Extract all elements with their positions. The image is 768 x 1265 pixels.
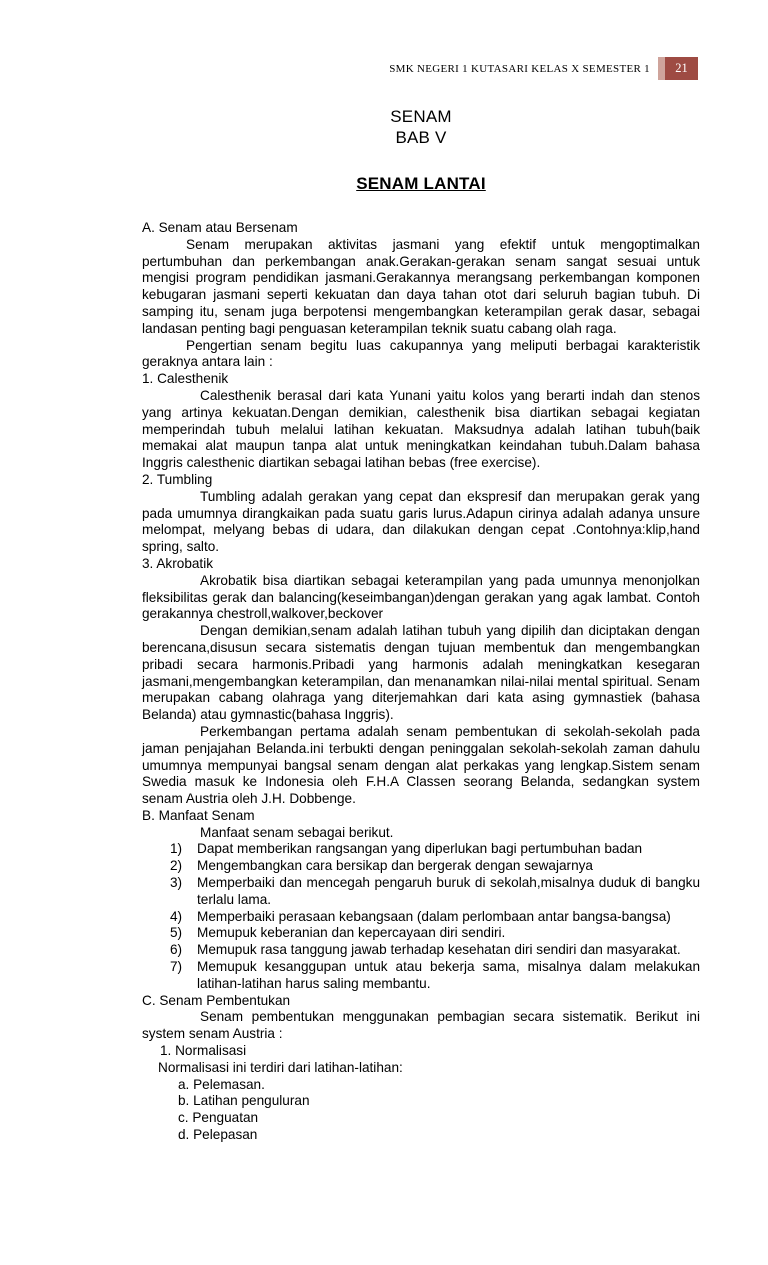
list-item-marker: 2) xyxy=(170,858,183,874)
chapter-title xyxy=(142,106,700,148)
subsection-heading: 2. Tumbling xyxy=(142,471,213,487)
paragraph: Senam pembentukan menggunakan pembagian secara sistematik. Berikut ini system senam Austria : xyxy=(142,1009,700,1042)
list-item-text: Dapat memberikan rangsangan yang diperlukan bagi pertumbuhan badan xyxy=(197,841,643,857)
list-item-marker: 6) xyxy=(170,942,183,958)
list-item-text: Memperbaiki dan mencegah pengaruh buruk di sekolah,misalnya duduk di bangku terlalu lama. xyxy=(197,875,700,907)
paragraph: Tumbling adalah gerakan yang cepat dan ekspresif dan merupakan gerak yang pada umumnya dirangkaikan pada suatu garis lurus.Adapun cirinya adalah adanya unsure melompat, melyang bebas di udara, dan dilakukan dengan cepat .Contohnya:klip,hand spring, salto. xyxy=(142,488,700,555)
list-item xyxy=(170,942,700,959)
list-item: c. Penguatan xyxy=(178,1110,259,1126)
benefits-list xyxy=(142,841,700,992)
page-number-badge xyxy=(658,57,698,80)
running-header-title: SMK NEGERI 1 KUTASARI KELAS X SEMESTER 1 xyxy=(389,62,650,75)
list-item-text: Memupuk rasa tanggung jawab terhadap kesehatan diri sendiri dan masyarakat. xyxy=(197,942,681,958)
body-text xyxy=(142,220,700,1144)
section-b-heading: B. Manfaat Senam xyxy=(142,807,255,823)
list-item: d. Pelepasan xyxy=(178,1127,258,1143)
section-a-heading: A. Senam atau Bersenam xyxy=(142,220,298,235)
sub-heading: 1. Normalisasi xyxy=(160,1043,247,1059)
subsection-heading: 3. Akrobatik xyxy=(142,555,214,571)
chapter-subtitle: SENAM LANTAI xyxy=(356,174,486,193)
sub-text: Normalisasi ini terdiri dari latihan-latihan: xyxy=(158,1059,403,1075)
list-item-marker: 5) xyxy=(170,925,183,941)
page-header xyxy=(389,57,698,80)
section-c-heading: C. Senam Pembentukan xyxy=(142,992,291,1008)
list-item-text: Mengembangkan cara bersikap dan bergerak dengan sewajarnya xyxy=(197,858,593,874)
subsection-heading: 1. Calesthenik xyxy=(142,371,229,387)
paragraph: Dengan demikian,senam adalah latihan tubuh yang dipilih dan diciptakan dengan berencana,disusun secara sistematis dengan tujuan membentuk dan mengembangkan pribadi secara harmonis.Pribadi yang harmonis adalah meningkatkan kesegaran jasmani,mengembangkan keterampilan, dan menanamkan nilai-nilai mental spiritual. Senam merupakan cabang olahraga yang diterjemahkan dari kata asing gymnastiek (bahasa Belanda) atau gymnastic(bahasa Inggris). xyxy=(142,623,700,723)
list-item: b. Latihan penguluran xyxy=(178,1093,310,1109)
list-item-marker: 3) xyxy=(170,875,183,891)
list-item xyxy=(170,875,700,909)
paragraph: Calesthenik berasal dari kata Yunani yaitu kolos yang berarti indah dan stenos yang artinya kekuatan.Dengan demikian, calesthenik bisa diartikan sebagai kegiatan memperindah tubuh melalui latihan kekuatan. Maksudnya adalah latihan tubuh(baik memakai alat maupun tanpa alat untuk meningkatkan keindahan tubuh.Dalam bahasa Inggris calesthenic diartikan sebagai latihan bebas (free exercise). xyxy=(142,387,700,471)
page-number: 21 xyxy=(665,57,698,80)
list-item-marker: 1) xyxy=(170,841,183,857)
paragraph: Perkembangan pertama adalah senam pembentukan di sekolah-sekolah pada jaman penjajahan Belanda.ini terbukti dengan peninggalan sekolah-sekolah zaman dahulu umumnya mempunyai bangsal senam dengan alat perkakas yang lengkap.Sistem senam Swedia masuk ke Indonesia oleh F.H.A Classen seorang Belanda, sedangkan system senam Austria oleh J.H. Dobbenge. xyxy=(142,723,700,807)
paragraph: Akrobatik bisa diartikan sebagai keterampilan yang pada umunnya menonjolkan fleksibilitas gerak dan balancing(keseimbangan)dengan gerakan yang agak lambat. Contoh gerakannya chestroll,walkover,beckover xyxy=(142,572,700,622)
list-item: a. Pelemasan. xyxy=(178,1076,265,1092)
list-item xyxy=(170,959,700,993)
page-number-badge-strip xyxy=(658,57,665,80)
list-item xyxy=(170,909,700,926)
chapter-title-line1: SENAM xyxy=(390,107,452,126)
list-item xyxy=(170,925,700,942)
list-item-marker: 4) xyxy=(170,908,183,924)
list-item-text: Memupuk kesanggupan untuk atau bekerja sama, misalnya dalam melakukan latihan-latihan harus saling membantu. xyxy=(197,959,700,991)
list-item-text: Memupuk keberanian dan kepercayaan diri sendiri. xyxy=(197,925,506,941)
section-b-intro: Manfaat senam sebagai berikut. xyxy=(200,824,394,840)
chapter-title-line2: BAB V xyxy=(395,128,447,147)
paragraph: Senam merupakan aktivitas jasmani yang efektif untuk mengoptimalkan pertumbuhan dan perkembangan anak.Gerakan-gerakan senam sangat sesuai untuk mengisi program pendidikan jasmani.Gerakannya merangsang perkembangan komponen kebugaran jasmani seperti kekuatan dan daya tahan otot dari seluruh bagian tubuh. Di samping itu, senam juga berpotensi mengembangkan keterampilan gerak dasar, sebagai landasan penting bagi penguasan keterampilan teknik suatu cabang olah raga. xyxy=(142,236,700,336)
paragraph: Pengertian senam begitu luas cakupannya yang meliputi berbagai karakteristik geraknya antara lain : xyxy=(142,337,700,370)
list-item-text: Memperbaiki perasaan kebangsaan (dalam perlombaan antar bangsa-bangsa) xyxy=(197,908,671,924)
list-item xyxy=(170,858,700,875)
list-item xyxy=(170,841,700,858)
list-item-marker: 7) xyxy=(170,959,183,975)
